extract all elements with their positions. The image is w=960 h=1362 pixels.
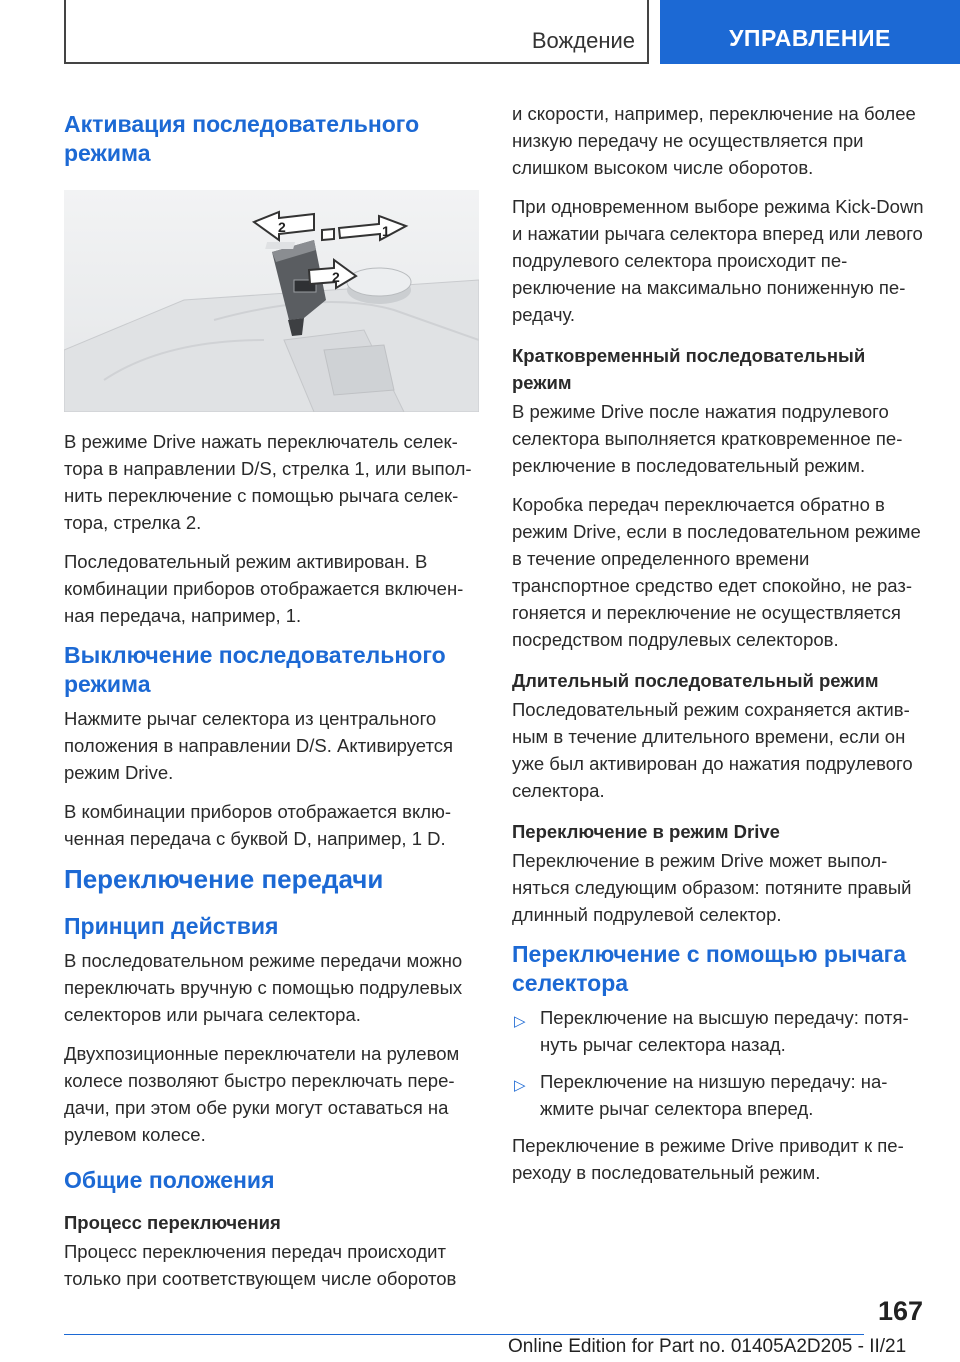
left-column bbox=[64, 100, 479, 1304]
list-item bbox=[512, 1004, 927, 1058]
para-short-1: В режиме Drive после нажатия подрулевого селектора выполняется кратковременное переключение в последовательный режим. bbox=[512, 401, 903, 476]
heading-short-sequential: Кратковременный последовательный режим bbox=[512, 345, 866, 393]
figure-label-1: 1 bbox=[382, 223, 390, 239]
header-section-box bbox=[64, 0, 649, 64]
para-principle-2: Двухпозиционные переключатели на рулевом колесе позволяют быстро переключать передачи, при этом обе руки могут оставаться на рулевом колесе. bbox=[64, 1043, 460, 1145]
para-process: Процесс переключения передач происходит только при соответствующем числе оборотов bbox=[64, 1241, 457, 1289]
triangle-bullet-icon: ▷ bbox=[514, 1013, 526, 1030]
para-activate-2: Последовательный режим активирован. В комбинации приборов отображается включенная передача, например, 1. bbox=[64, 551, 464, 626]
para-deactivate-1: Нажмите рычаг селектора из центрального положения в направлении D/S. Активируется режим Drive. bbox=[64, 708, 453, 783]
footer-divider bbox=[64, 1334, 864, 1335]
heading-process: Процесс переключения bbox=[64, 1212, 281, 1233]
figure-label-2-lower: 2 bbox=[332, 269, 340, 285]
figure-label-2-upper: 2 bbox=[278, 219, 286, 235]
header-section-title: Вождение bbox=[531, 28, 635, 53]
header-chapter-label: УПРАВЛЕНИЕ bbox=[729, 24, 891, 51]
heading-gearshift: Переключение передачи bbox=[64, 864, 384, 894]
edition-note: Online Edition for Part no. 01405A2D205 - II/21 bbox=[508, 1336, 907, 1357]
page-number: 167 bbox=[878, 1296, 924, 1326]
right-column bbox=[512, 100, 927, 1198]
steps-list bbox=[512, 1004, 927, 1122]
para-drive: Переключение в режим Drive может выполняться следующим образом: потяните правый длинный подрулевой селектор. bbox=[512, 850, 912, 925]
heading-deactivate: Выключение последовательного режима bbox=[64, 642, 446, 697]
triangle-bullet-icon: ▷ bbox=[514, 1077, 526, 1094]
heading-lever-switch: Переключение с помощью рычага селектора bbox=[512, 941, 907, 996]
step-text: Переключение на низшую передачу: нажмите рычаг селектора вперед. bbox=[540, 1071, 888, 1119]
para-final: Переключение в режиме Drive приводит к переходу в последовательный режим. bbox=[512, 1135, 904, 1183]
para-continued: и скорости, например, переключение на более низкую передачу не осуществляется при слишком высоком числе оборотов. bbox=[512, 103, 916, 178]
heading-drive-switch: Переключение в режим Drive bbox=[512, 821, 780, 842]
para-long: Последовательный режим сохраняется активным в течение длительного времени, если он уже был активирован до нажатия подрулевого селектора. bbox=[512, 699, 913, 801]
heading-long-sequential: Длительный последовательный режим bbox=[512, 670, 879, 691]
gear-selector-drawing bbox=[64, 190, 479, 412]
para-deactivate-2: В комбинации приборов отображается включенная передача с буквой D, например, 1 D. bbox=[64, 801, 452, 849]
para-short-2: Коробка передач переключается обратно в режим Drive, если в последовательном режиме в течение определенного времени транспортное средство едет спокойно, не разгоняется и переключение не осуществляется посредством подрулевых селекторов. bbox=[512, 494, 921, 650]
para-kickdown: При одновременном выборе режима Kick-Down и нажатии рычага селектора вперед или левого подрулевого селектора происходит переключение на максимально пониженную передачу. bbox=[512, 196, 924, 325]
gear-selector-illustration bbox=[64, 190, 479, 412]
list-item bbox=[512, 1068, 927, 1122]
heading-principle: Принцип действия bbox=[64, 913, 279, 939]
para-activate-1: В режиме Drive нажать переключатель селектора в направлении D/S, стрелка 1, или выполнить переключение с помощью рычага селектора, стрелка 2. bbox=[64, 431, 472, 533]
heading-general: Общие положения bbox=[64, 1167, 275, 1193]
heading-activate: Активация последовательного режима bbox=[64, 111, 420, 166]
para-principle-1: В последовательном режиме передачи можно переключать вручную с помощью подрулевых селекторов или рычага селектора. bbox=[64, 950, 463, 1025]
step-text: Переключение на высшую передачу: потянуть рычаг селектора назад. bbox=[540, 1007, 909, 1055]
header-chapter-tab[interactable] bbox=[660, 0, 960, 64]
